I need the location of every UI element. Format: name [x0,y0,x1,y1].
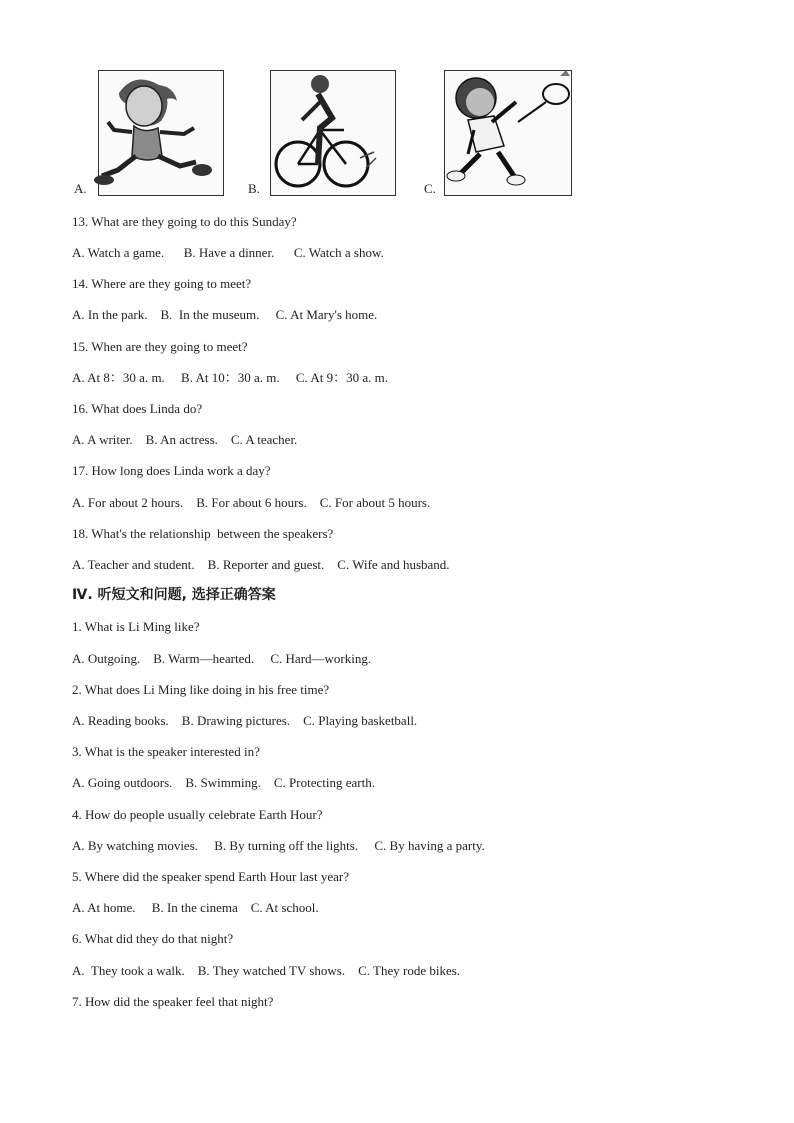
picture-label: C. [424,181,436,196]
question-17: 17. How long does Linda work a day? [72,463,271,478]
options-3: A. Going outdoors. B. Swimming. C. Protecting earth. [72,775,375,790]
cyclist-icon [248,68,400,200]
question-1: 1. What is Li Ming like? [72,619,200,634]
options-17: A. For about 2 hours. B. For about 6 hours. C. For about 5 hours. [72,495,431,510]
options-4: A. By watching movies. B. By turning off the lights. C. By having a party. [72,838,485,853]
question-6: 6. What did they do that night? [72,931,234,946]
question-3: 3. What is the speaker interested in? [72,744,260,759]
picture-option-c [424,68,594,200]
question-7: 7. How did the speaker feel that night? [72,994,274,1009]
picture-option-b [248,68,400,200]
badminton-boy-icon [424,68,594,200]
options-5: A. At home. B. In the cinema C. At school. [72,900,319,915]
picture-options [74,68,594,200]
options-16: A. A writer. B. An actress. C. A teacher. [72,432,298,447]
options-15: A. At 8：30 a. m. B. At 10：30 a. m. C. At 9：30 a. m. [72,370,388,385]
options-13: A. Watch a game. B. Have a dinner. C. Watch a show. [72,245,384,260]
question-15: 15. When are they going to meet? [72,339,248,354]
options-1: A. Outgoing. B. Warm—hearted. C. Hard—working. [72,651,372,666]
question-18: 18. What's the relationship between the speakers? [72,526,334,541]
picture-label: B. [248,181,260,196]
section-heading: Ⅳ. 听短文和问题, 选择正确答案 [72,587,276,603]
options-2: A. Reading books. B. Drawing pictures. C. Playing basketball. [72,713,418,728]
options-18: A. Teacher and student. B. Reporter and guest. C. Wife and husband. [72,557,450,572]
question-5: 5. Where did the speaker spend Earth Hour last year? [72,869,349,884]
question-4: 4. How do people usually celebrate Earth Hour? [72,807,323,822]
question-16: 16. What does Linda do? [72,401,203,416]
running-girl-icon [74,68,226,200]
question-14: 14. Where are they going to meet? [72,276,252,291]
question-13: 13. What are they going to do this Sunday? [72,214,297,229]
question-2: 2. What does Li Ming like doing in his free time? [72,682,330,697]
picture-option-a [74,68,226,200]
options-6: A. They took a walk. B. They watched TV shows. C. They rode bikes. [72,963,461,978]
picture-label: A. [74,181,87,196]
options-14: A. In the park. B. In the museum. C. At Mary's home. [72,307,378,322]
